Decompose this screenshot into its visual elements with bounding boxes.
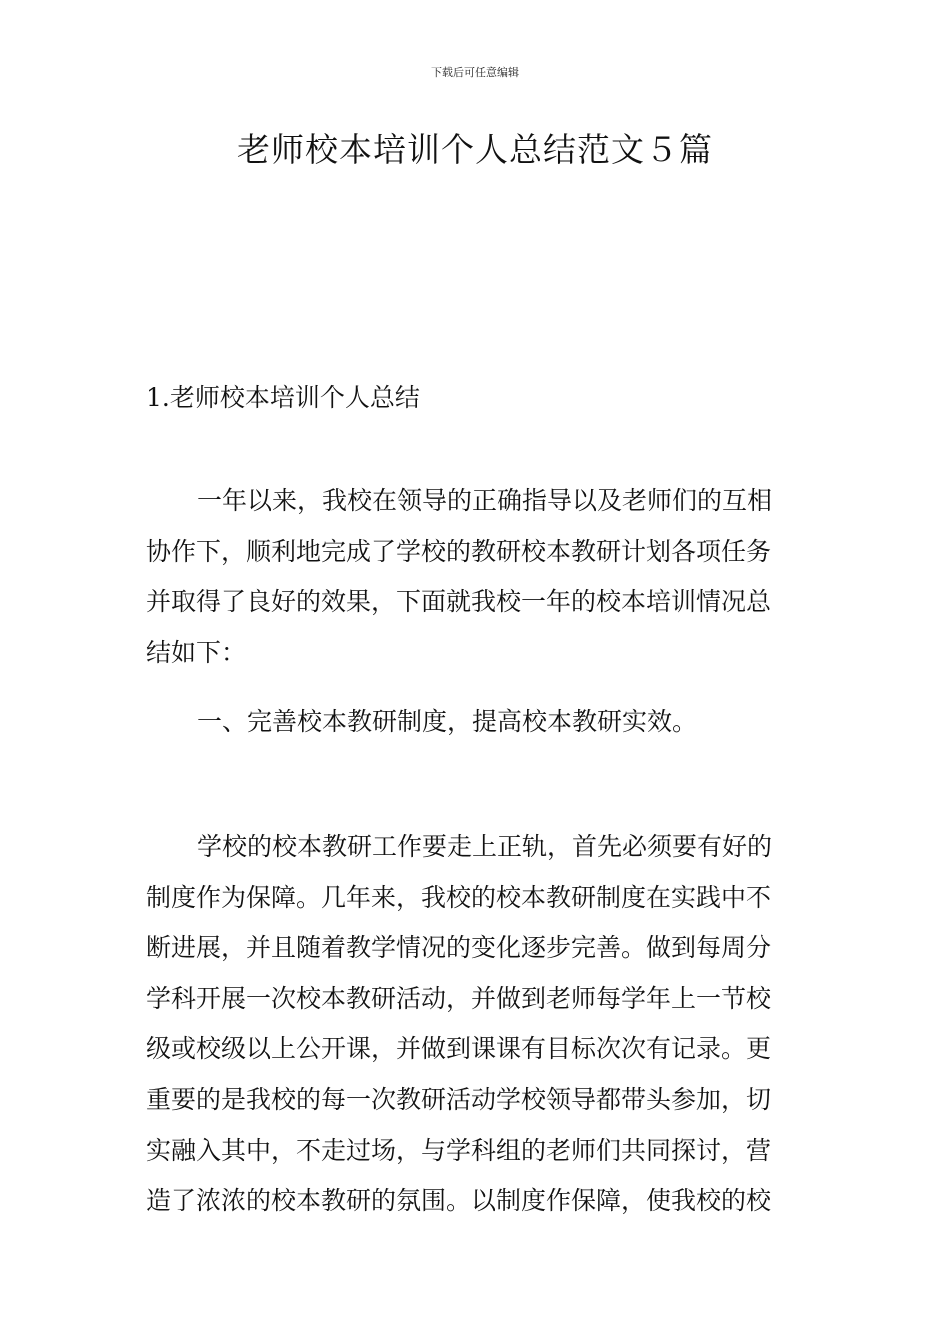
paragraph-line: 造了浓浓的校本教研的氛围。以制度作保障，使我校的校 <box>146 1186 772 1216</box>
paragraph-line: 一年以来，我校在领导的正确指导以及老师们的互相 <box>197 486 773 515</box>
paragraph-line: 实融入其中，不走过场，与学科组的老师们共同探讨，营 <box>146 1135 772 1165</box>
paragraph-intro <box>146 476 810 678</box>
paragraph-body <box>146 822 810 1227</box>
section-heading: 1.老师校本培训个人总结 <box>146 383 420 412</box>
header-note: 下载后可任意编辑 <box>431 66 519 79</box>
subsection-heading <box>146 697 810 748</box>
paragraph-line: 结如下： <box>146 637 247 667</box>
paragraph-line: 协作下，顺利地完成了学校的教研校本教研计划各项任务 <box>146 536 772 566</box>
paragraph-line: 学科开展一次校本教研活动，并做到老师每学年上一节校 <box>146 983 772 1013</box>
paragraph-line: 级或校级以上公开课，并做到课课有目标次次有记录。更 <box>146 1034 772 1064</box>
paragraph-line: 一、完善校本教研制度，提高校本教研实效。 <box>197 707 698 736</box>
document-title: 老师校本培训个人总结范文５篇 <box>237 130 713 169</box>
paragraph-line: 学校的校本教研工作要走上正轨，首先必须要有好的 <box>197 832 773 861</box>
paragraph-line: 并取得了良好的效果，下面就我校一年的校本培训情况总 <box>146 587 772 617</box>
paragraph-line: 断进展，并且随着教学情况的变化逐步完善。做到每周分 <box>146 933 772 963</box>
paragraph-line: 制度作为保障。几年来，我校的校本教研制度在实践中不 <box>146 882 772 912</box>
paragraph-line: 重要的是我校的每一次教研活动学校领导都带头参加，切 <box>146 1084 772 1114</box>
